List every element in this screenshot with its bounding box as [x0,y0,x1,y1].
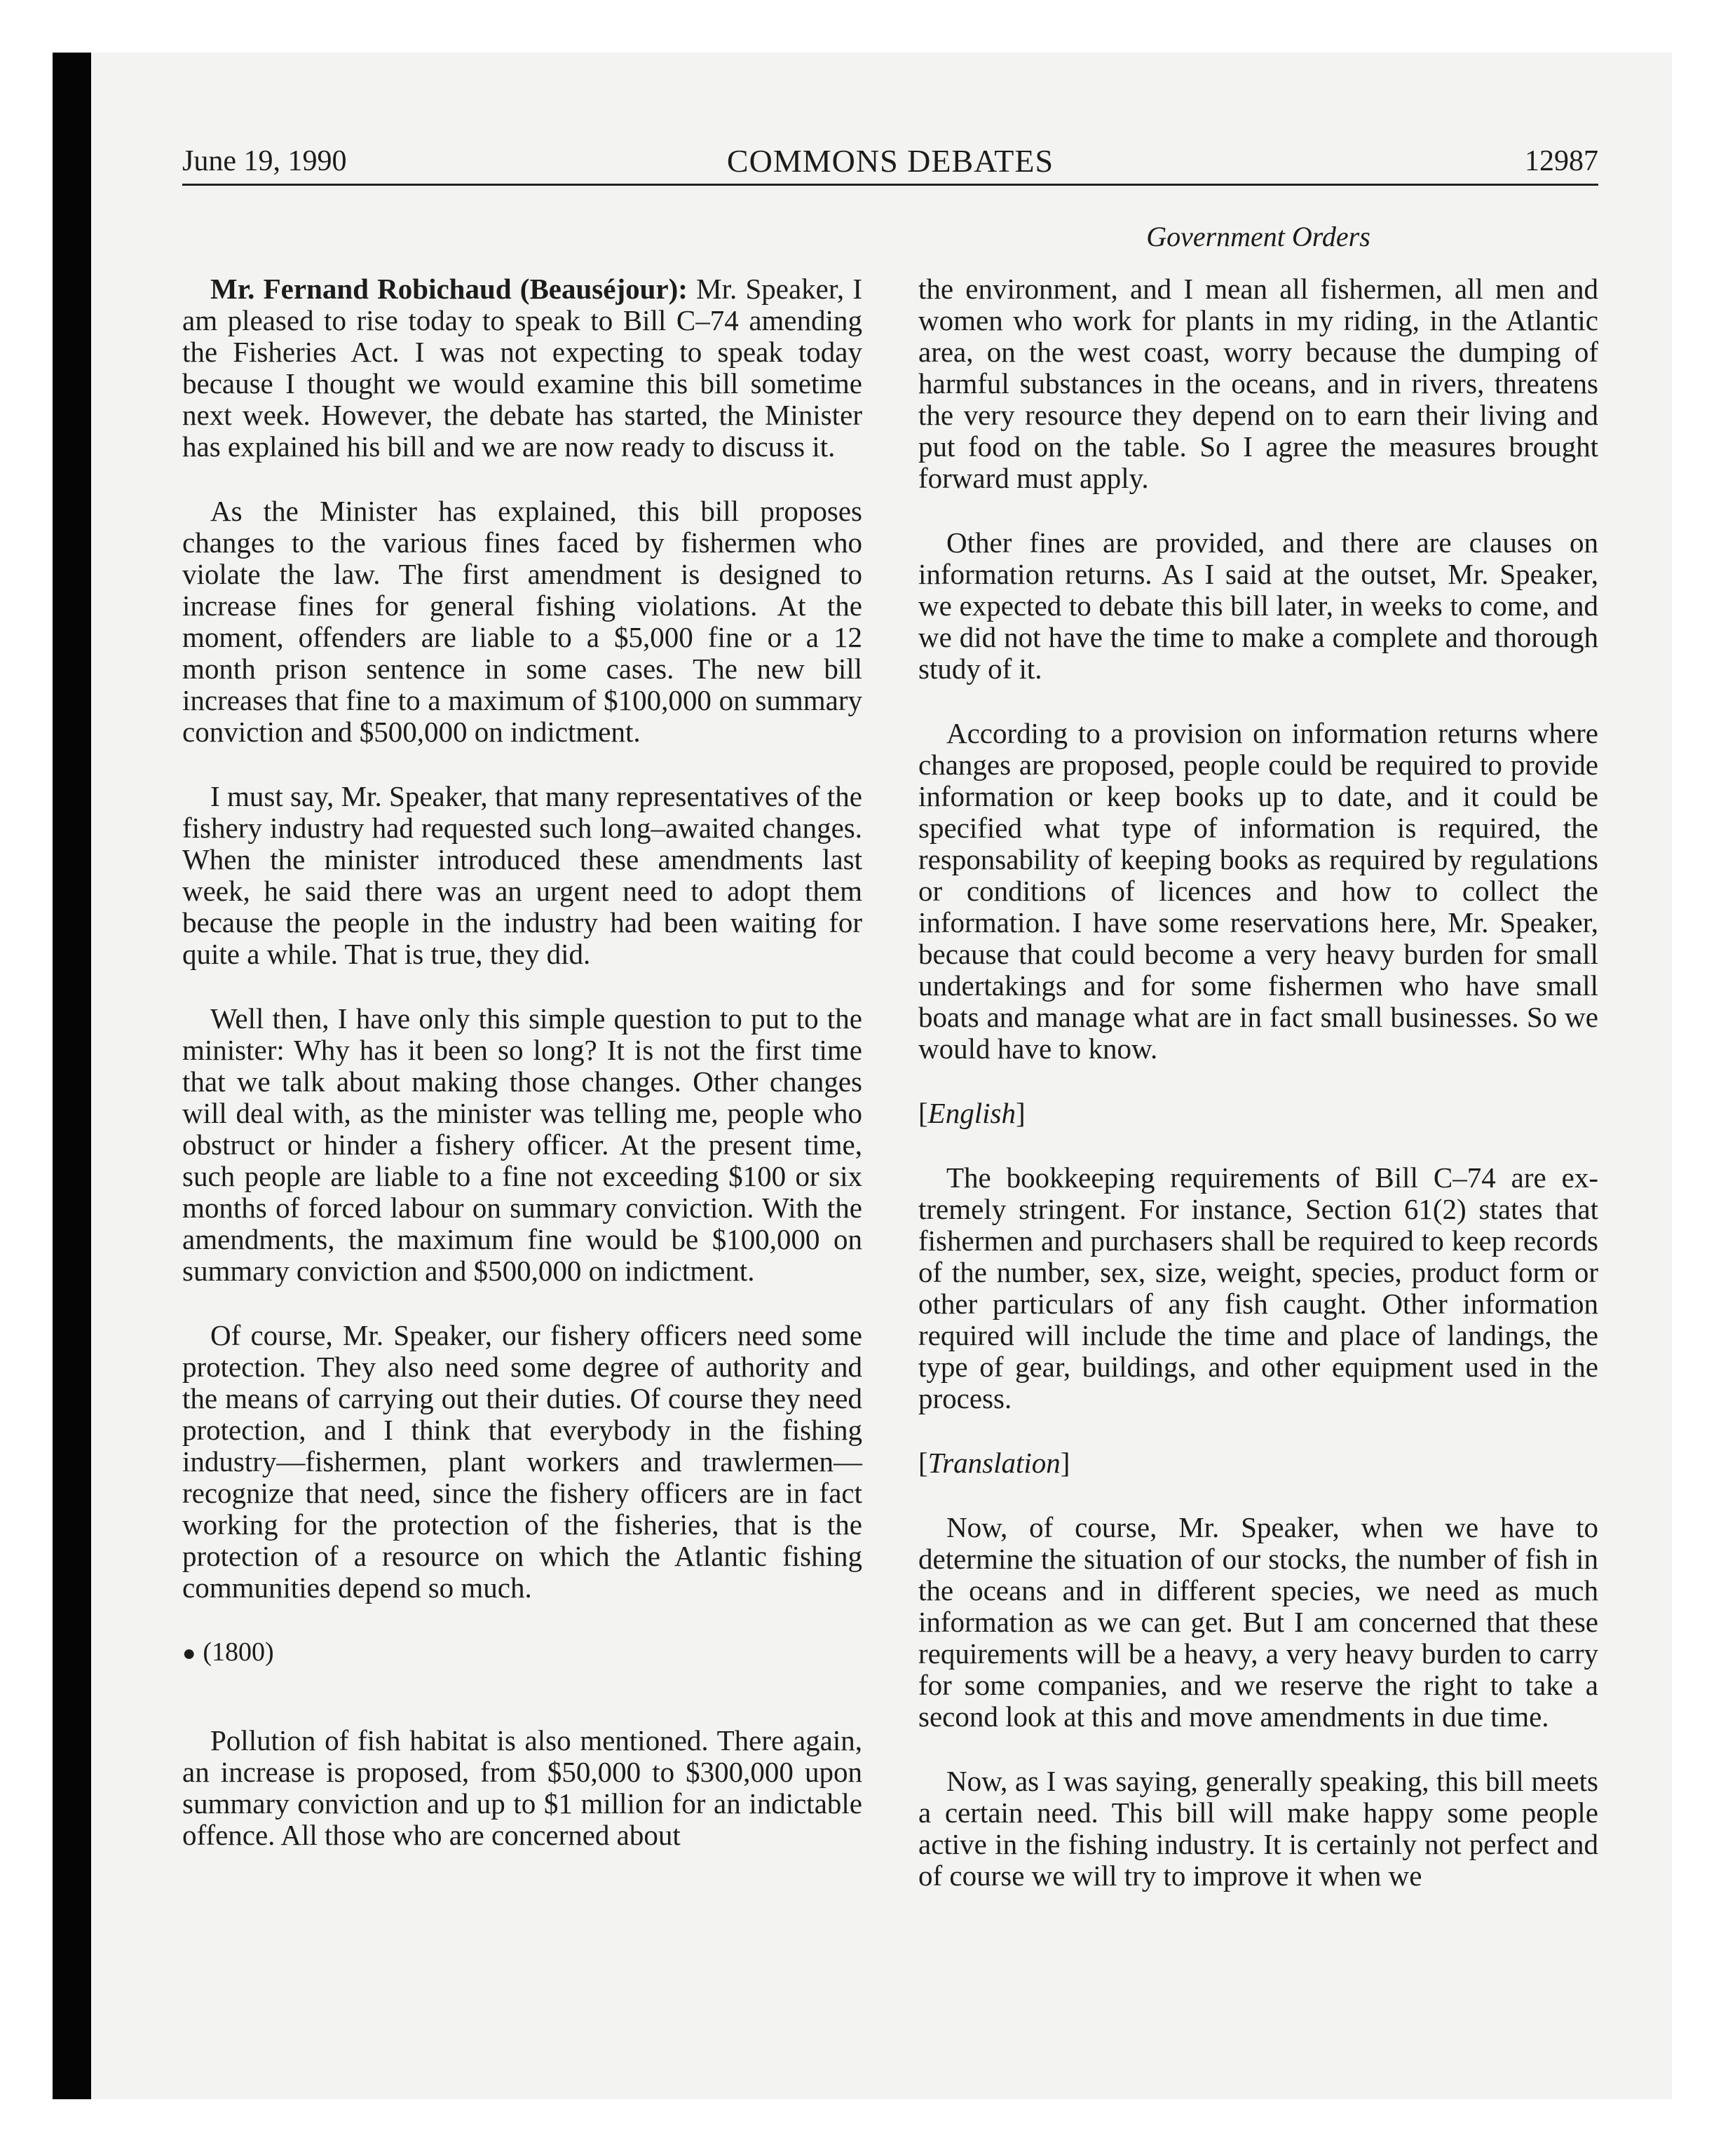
paragraph: Now, as I was saying, generally speaking, this bill meets a certain need. This bill will make happy some people active in the fishing industry. It is certainly not perfect and of course we will try to improve it when we [918,1765,1598,1892]
running-header [182,140,1598,182]
paragraph [182,273,862,463]
header-page-number: 12987 [1525,145,1598,177]
paragraph: According to a provision on information returns where changes are proposed, people could be required to provide information or keep books up to date, and it could be specified what type of information is required, the responsability of keeping books as required by regulations or conditions of licences and how to collect the information. I have some reservations here, Mr. Speaker, because that could become a very heavy burden for small undertakings and for some fishermen who have small boats and manage what are in fact small businesses. So we would have to know. [918,717,1598,1065]
paragraph: Other fines are provided, and there are clauses on information returns. As I said at the outset, Mr. Speaker, we expected to debate this bill later, in weeks to come, and we did not have the time to make a complete and thorough study of it. [918,526,1598,685]
scan-border [53,53,91,2099]
paragraph: Now, of course, Mr. Speaker, when we have to determine the situation of our stocks, the number of fish in the oceans and in different species, we need as much information as we can get. But I am concerned that these requirements will be a heavy, a very heavy burden to carry for some companies, and we reserve the right to take a second look at this and move amendments in due time. [918,1511,1598,1733]
paragraph-text: Mr. Speaker, I am pleased to rise today to speak to Bill C–74 amending the Fisheries Act. I was not expecting to speak today because I thought we would examine this bill sometime next week. However, the debate has started, the Minister has explained his bill and we are now ready to discuss it. [182,273,863,463]
marker-text: Translation [927,1447,1061,1479]
paragraph: the environment, and I mean all fishermen, all men and women who work for plants in my riding, in the Atlantic area, on the west coast, worry because the dumping of harmful substances in the oceans, and in rivers, threatens the very resource they depend on to earn their living and put food on the table. So I agree the measures brought forward must apply. [918,273,1598,494]
timestamp-text: (1800) [203,1637,274,1667]
paragraph: I must say, Mr. Speaker, that many representatives of the fishery industry had requested such long–awaited changes. When the minister introduced these amendments last week, he said there was an urgent need to adopt them because the people in the industry had been waiting for quite a while. That is true, they did. [182,780,862,970]
speaker-name: Mr. Fernand Robichaud (Beauséjour): [210,273,688,305]
marker-text: English [927,1097,1016,1129]
paragraph: Well then, I have only this simple question to put to the minister: Why has it been so long? It is not the first time that we talk about making those changes. Other changes will deal with, as the minister was telling me, people who obstruct or hinder a fishery officer. At the present time, such people are liable to a fine not exceeding $100 or six months of forced labour on summary conviction. With the amendments, the maximum fine would be $100,000 on summary conviction and $500,000 on indictment. [182,1002,862,1287]
header-date: June 19, 1990 [182,145,347,177]
left-column [182,273,862,1884]
right-column [918,273,1598,1925]
header-rule [182,184,1598,186]
paragraph: Of course, Mr. Speaker, our fishery officers need some protection. They also need some degree of authority and the means of carrying out their duties. Of course they need protection, and I think that everybody in the fishing industry—fishermen, plant workers and trawlermen— recognize that need, since the fishery officers are in fact working for the protection of the fisheries, that is the protection of a resource on which the Atlantic fishing communities depend so much. [182,1319,862,1604]
timestamp [182,1637,862,1669]
paragraph: Pollution of fish habitat is also mentioned. There again, an increase is proposed, from $50,000 to $300,000 upon summary conviction and up to $1 million for an indictable offence. All those who are concerned about [182,1724,862,1851]
section-label: Government Orders [1146,221,1370,252]
language-marker-english: [English] [918,1097,1026,1129]
header-publication: COMMONS DEBATES [726,143,1054,179]
bullet-icon: ● [182,1640,196,1665]
paragraph: The bookkeeping requirements of Bill C–74 are extremely stringent. For instance, Section 61(2) states that fishermen and purchasers shall be required to keep records of the number, sex, size, weight, species, product form or other particulars of any fish caught. Other information required will include the time and place of landings, the type of gear, buildings, and other equipment used in the process. [918,1161,1598,1414]
paragraph: As the Minister has explained, this bill proposes changes to the various fines faced by fishermen who violate the law. The first amendment is designed to increase fines for general fishing violations. At the moment, offenders are liable to a $5,000 fine or a 12 month prison sentence in some cases. The new bill increases that fine to a maximum of $100,000 on summary conviction and $500,000 on indictment. [182,495,862,748]
language-marker-translation: [Translation] [918,1447,1070,1479]
